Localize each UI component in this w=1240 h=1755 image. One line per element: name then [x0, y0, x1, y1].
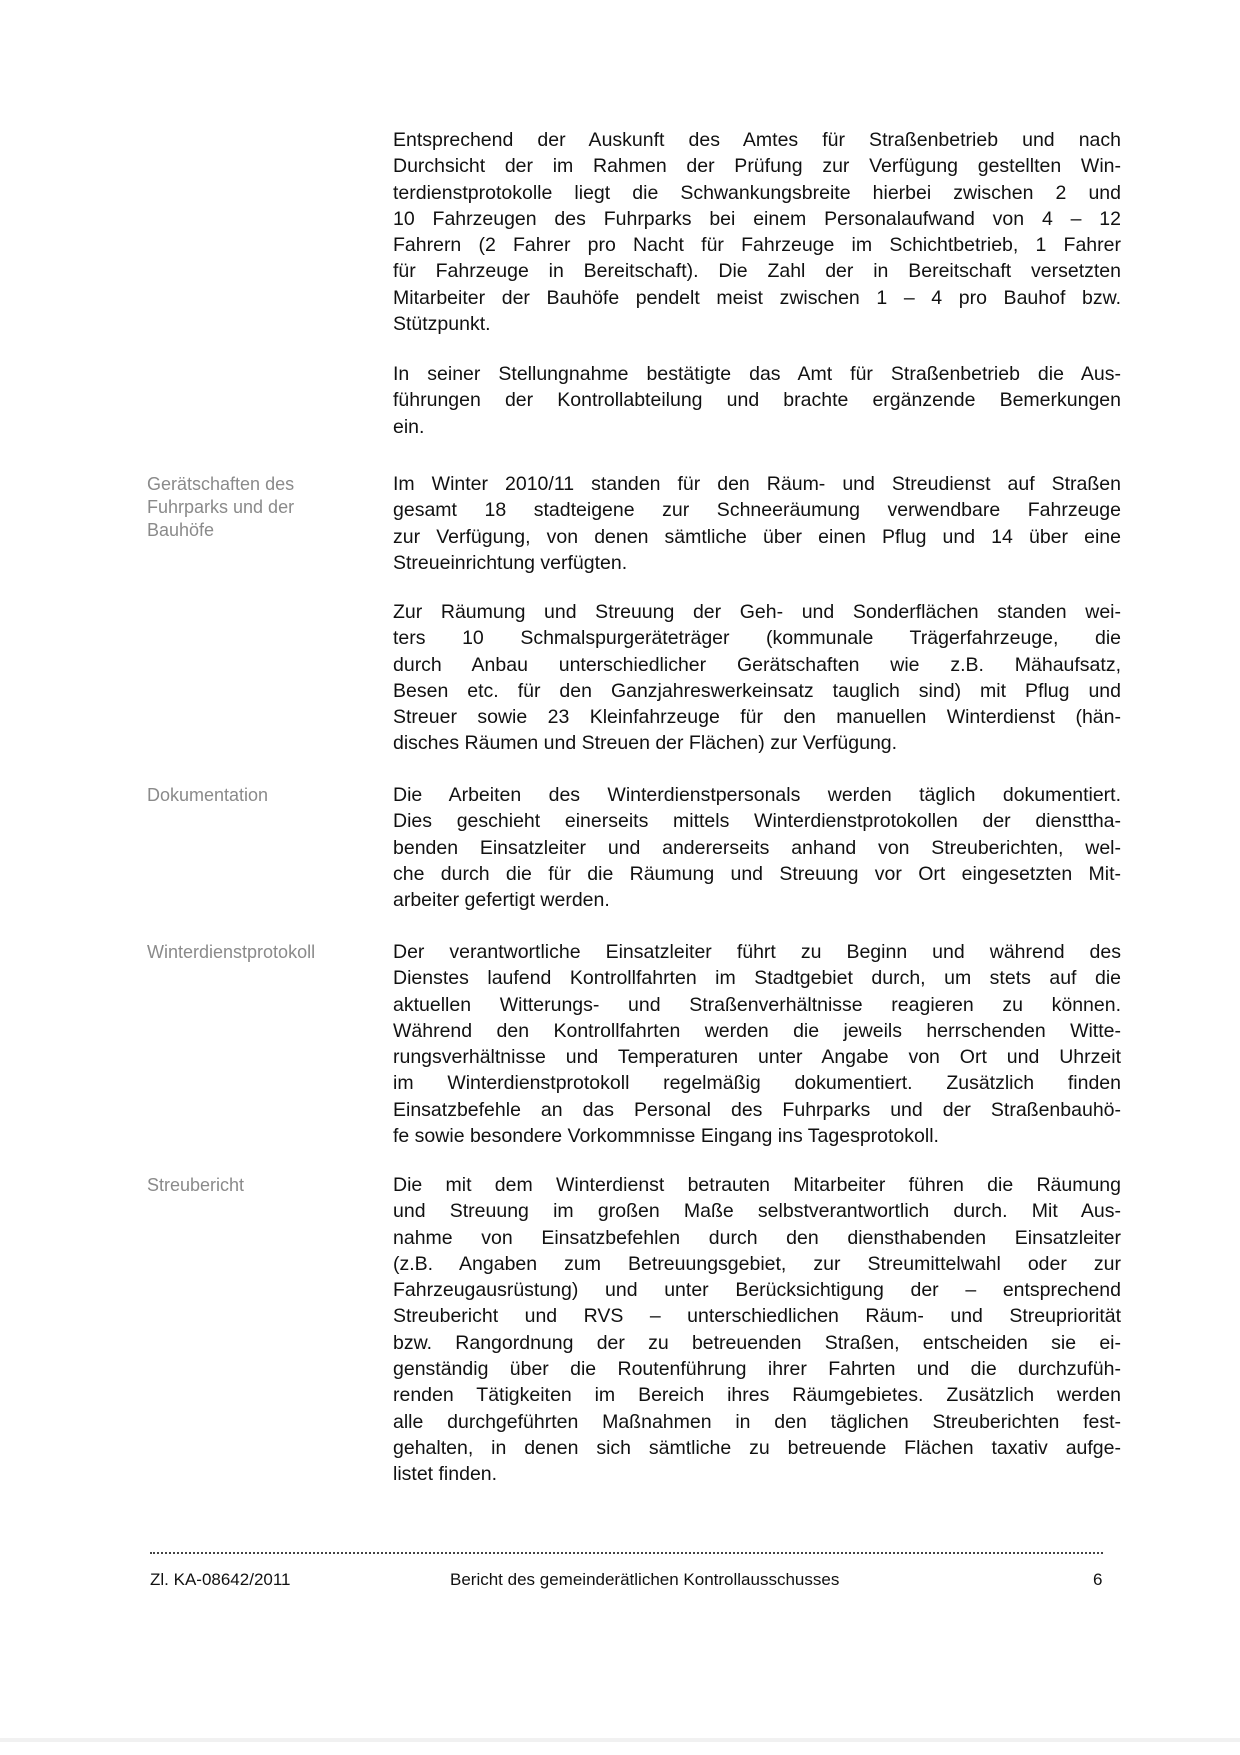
text-line: Fahrzeugausrüstung) und unter Berücksichtigung der – entsprechend	[393, 1279, 1121, 1302]
text-line: Im Winter 2010/11 standen für den Räum- und Streudienst auf Straßen	[393, 473, 1121, 495]
paragraph	[393, 127, 1121, 337]
text-line: Zur Räumung und Streuung der Geh- und Sonderflächen standen wei-	[393, 601, 1121, 623]
text-line: che durch die für die Räumung und Streuung vor Ort eingesetzten Mit-	[393, 862, 1121, 885]
text-line: Der verantwortliche Einsatzleiter führt zu Beginn und während des	[393, 941, 1121, 963]
text-line: führungen der Kontrollabteilung und brachte ergänzende Bemerkungen	[393, 389, 1121, 412]
text-line: arbeiter gefertigt werden.	[393, 889, 610, 912]
paragraph	[393, 1172, 1121, 1488]
paragraph	[393, 361, 1121, 440]
text-line: ein.	[393, 415, 425, 438]
paragraph	[393, 782, 1121, 913]
text-line: durch Anbau unterschiedlicher Gerätschaften wie z.B. Mähaufsatz,	[393, 653, 1121, 676]
text-line: rungsverhältnisse und Temperaturen unter Angabe von Ort und Uhrzeit	[393, 1046, 1121, 1069]
text-line: renden Tätigkeiten im Bereich ihres Räumgebietes. Zusätzlich werden	[393, 1384, 1121, 1407]
text-line: Entsprechend der Auskunft des Amtes für Straßenbetrieb und nach	[393, 129, 1121, 151]
text-line: Während den Kontrollfahrten werden die jeweils herrschenden Witte-	[393, 1019, 1121, 1042]
margin-heading: Dokumentation	[147, 785, 269, 805]
margin-heading: Streubericht	[147, 1175, 245, 1195]
text-line: Streubericht und RVS – unterschiedlichen Räum- und Streupriorität	[393, 1305, 1121, 1328]
text-line: benden Einsatzleiter und andererseits anhand von Streuberichten, wel-	[393, 836, 1121, 859]
footer-divider	[150, 1552, 1103, 1554]
text-line: zur Verfügung, von denen sämtliche über einen Pflug und 14 über eine	[393, 525, 1121, 548]
text-line: Streuer sowie 23 Kleinfahrzeuge für den manuellen Winterdienst (hän-	[393, 706, 1121, 729]
text-line: Einsatzbefehle an das Personal des Fuhrparks und der Straßenbauhö-	[393, 1098, 1121, 1121]
text-line: und Streuung im großen Maße selbstverantwortlich durch. Mit Aus-	[393, 1200, 1121, 1223]
text-line: ters 10 Schmalspurgeräteträger (kommunale Trägerfahrzeuge, die	[393, 627, 1121, 650]
text-line: terdienstprotokolle liegt die Schwankungsbreite hierbei zwischen 2 und	[393, 181, 1121, 204]
text-line: gesamt 18 stadteigene zur Schneeräumung verwendbare Fahrzeuge	[393, 499, 1121, 522]
text-line: Fahrern (2 Fahrer pro Nacht für Fahrzeuge im Schichtbetrieb, 1 Fahrer	[393, 234, 1121, 257]
text-line: Mitarbeiter der Bauhöfe pendelt meist zwischen 1 – 4 pro Bauhof bzw.	[393, 286, 1121, 309]
text-line: Besen etc. für den Ganzjahreswerkeinsatz tauglich sind) mit Pflug und	[393, 679, 1121, 702]
text-line: (z.B. Angaben zum Betreuungsgebiet, zur Streumittelwahl oder zur	[393, 1252, 1121, 1275]
text-line: bzw. Rangordnung der zu betreuenden Straßen, entscheiden sie ei-	[393, 1331, 1121, 1354]
footer-reference: Zl. KA-08642/2011	[150, 1570, 291, 1589]
text-line: In seiner Stellungnahme bestätigte das Amt für Straßenbetrieb die Aus-	[393, 363, 1121, 385]
text-line: Dies geschieht einerseits mittels Winterdienstprotokollen der diensttha-	[393, 810, 1121, 833]
text-line: Stützpunkt.	[393, 313, 491, 336]
text-line: Die Arbeiten des Winterdienstpersonals werden täglich dokumentiert.	[393, 784, 1121, 806]
text-line: für Fahrzeuge in Bereitschaft). Die Zahl der in Bereitschaft versetzten	[393, 260, 1121, 283]
margin-heading: Gerätschaften des Fuhrparks und der Bauhöfe	[147, 474, 295, 540]
text-line: nahme von Einsatzbefehlen durch den diensthabenden Einsatzleiter	[393, 1226, 1121, 1249]
text-line: Dienstes laufend Kontrollfahrten im Stadtgebiet durch, um stets auf die	[393, 967, 1121, 990]
text-line: 10 Fahrzeugen des Fuhrparks bei einem Personalaufwand von 4 – 12	[393, 207, 1121, 230]
text-line: listet finden.	[393, 1463, 498, 1486]
footer-title: Bericht des gemeinderätlichen Kontrollausschusses	[450, 1570, 840, 1589]
text-line: aktuellen Witterungs- und Straßenverhältnisse reagieren zu können.	[393, 993, 1121, 1016]
text-line: fe sowie besondere Vorkommnisse Eingang ins Tagesprotokoll.	[393, 1125, 939, 1148]
text-line: Streueinrichtung verfügten.	[393, 551, 628, 574]
text-line: im Winterdienstprotokoll regelmäßig dokumentiert. Zusätzlich finden	[393, 1072, 1121, 1095]
text-line: Durchsicht der im Rahmen der Prüfung zur Verfügung gestellten Win-	[393, 155, 1121, 178]
paragraph	[393, 599, 1121, 757]
paragraph	[393, 471, 1121, 576]
page-number: 6	[1093, 1570, 1103, 1589]
text-line: gehalten, in denen sich sämtliche zu betreuende Flächen taxativ aufge-	[393, 1436, 1121, 1459]
text-line: alle durchgeführten Maßnahmen in den täglichen Streuberichten fest-	[393, 1410, 1121, 1433]
page-edge	[0, 1738, 1240, 1742]
text-line: disches Räumen und Streuen der Flächen) zur Verfügung.	[393, 732, 898, 755]
margin-heading: Winterdienstprotokoll	[147, 942, 316, 962]
text-line: Die mit dem Winterdienst betrauten Mitarbeiter führen die Räumung	[393, 1174, 1121, 1196]
paragraph	[393, 939, 1121, 1149]
text-line: genständig über die Routenführung ihrer Fahrten und die durchzufüh-	[393, 1358, 1121, 1381]
